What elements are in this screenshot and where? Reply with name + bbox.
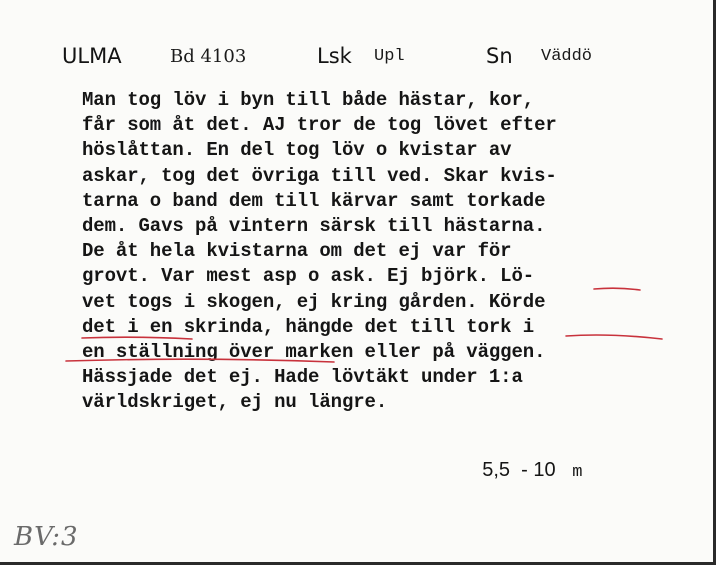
body-line: höslåttan. En del tog löv o kvistar av (82, 139, 512, 162)
landskap-value: Upl (374, 47, 405, 66)
body-line: Man tog löv i byn till både hästar, kor, (82, 89, 535, 111)
body-line: vet togs i skogen, ej kring gården. Körde (82, 290, 546, 313)
measurement (460, 436, 583, 505)
socken-label: Sn (486, 44, 513, 68)
body-line: dem. Gavs på vintern särsk till hästarna. (82, 214, 546, 237)
body-line: De åt hela kvistarna om det ej var för (82, 240, 512, 263)
body-line: en ställning över marken eller på väggen. (82, 340, 546, 363)
body-line: får som åt det. AJ tror de tog lövet efter (82, 114, 557, 137)
shelf-mark: BV:3 (14, 522, 79, 552)
socken-value: Väddö (541, 47, 593, 66)
body-line: askar, tog det övriga till ved. Skar kvis- (82, 164, 557, 187)
body-line: tarna o band dem till kärvar samt torkade (82, 189, 546, 212)
landskap-label: Lsk (317, 44, 352, 68)
body-line: Hässjade det ej. Hade lövtäkt under 1:a (82, 366, 523, 389)
measurement-value: 5,5 - 10 (482, 459, 556, 481)
card-body-text (82, 88, 557, 415)
underline-korde (566, 335, 662, 339)
body-line: grovt. Var mest asp o ask. Ej björk. Lö- (82, 265, 535, 288)
body-line: världskriget, ej nu längre. (82, 391, 388, 414)
measurement-unit: m (572, 463, 583, 482)
archive-name: ULMA (62, 44, 122, 68)
body-line: det i en skrinda, hängde det till tork i (82, 315, 535, 338)
record-id: Bd 4103 (170, 46, 247, 67)
underline-lo (594, 288, 640, 290)
